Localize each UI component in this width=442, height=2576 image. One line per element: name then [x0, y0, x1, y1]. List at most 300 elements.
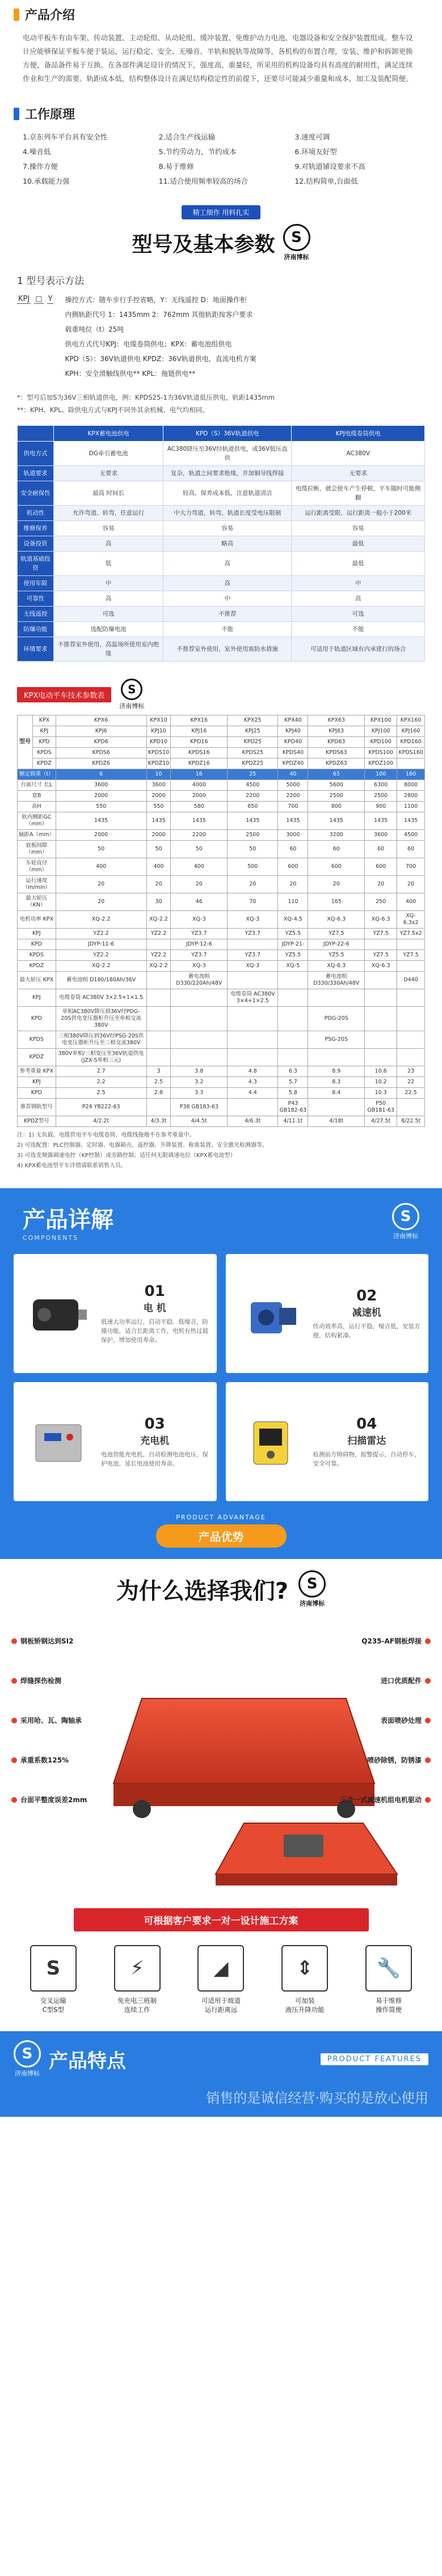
spec-cell — [171, 1049, 228, 1066]
spec-cell — [365, 1049, 397, 1066]
card-number: 03 — [144, 1415, 165, 1433]
compare-header-cell: KPD（S）36V轨道供电 — [163, 426, 292, 442]
feature-label-right — [340, 1795, 431, 1804]
compare-row — [18, 576, 425, 591]
model-note: *：型号后加S为36V三相轨道供电，例：KPDS25-1为36V轨道低压供电，轨距1435mm — [17, 393, 275, 401]
spec-cell: 2800 — [397, 791, 425, 802]
spec-row-head: KPJ — [18, 989, 56, 1007]
spec-type-label: 型号 — [18, 715, 33, 769]
spec-model-cell: KPX16 — [171, 715, 228, 726]
spec-cell: 6.3 — [278, 1066, 308, 1077]
spec-cell — [365, 972, 397, 989]
model-code: KPJ — [18, 295, 30, 303]
model-code: Y — [48, 295, 53, 303]
why-section — [0, 1559, 442, 2031]
feature-label-right — [381, 1715, 431, 1725]
spec-cell: 50 — [56, 841, 146, 858]
compare-cell: 电缆拉断，就会使车产生停顿，平车随时可能侧翻 — [292, 481, 425, 506]
spec-cell: 20 — [308, 876, 365, 893]
compare-cell: DG牵引蓄电池 — [54, 442, 163, 466]
spec-cell — [308, 1049, 365, 1066]
spec-cell: P24 YB222-63 — [56, 1099, 146, 1116]
spec-cell: JDYP-21- — [278, 939, 308, 950]
spec-cell: 60 — [397, 841, 425, 858]
spec-cell: 1435 — [397, 812, 425, 830]
spec-row — [18, 1066, 425, 1077]
card-name: 减速机 — [352, 1307, 381, 1319]
spec-cell: XQ-4.5 — [278, 911, 308, 929]
spec-cell — [278, 972, 308, 989]
compare-cell: 中大力弯道，转弯，轨道长度受电压限制 — [163, 506, 292, 521]
why-title-text: 为什么选择我们? — [116, 1578, 289, 1604]
spec-cell: 4500 — [228, 780, 278, 791]
compare-cell: 容易 — [163, 521, 292, 536]
model-notes — [0, 387, 442, 421]
compare-row — [18, 442, 425, 466]
spec-cell: 单相AC380V降压到36V经PDG-20S供电变压器柜升压至单相交流380V — [56, 1007, 146, 1031]
spec-cell: 20 — [278, 876, 308, 893]
spec-model-cell: KPD100 — [365, 737, 397, 748]
spec-model-cell: KPD63 — [308, 737, 365, 748]
brand-logo — [119, 679, 144, 710]
bullet-icon — [425, 1797, 431, 1803]
features-header — [0, 2031, 442, 2087]
spec-cell: 60 — [365, 841, 397, 858]
spec-row — [18, 939, 425, 950]
spec-cell: 蓄电池组 D330/220Ah/48V — [171, 972, 228, 989]
spec-cell — [397, 1007, 425, 1031]
principle-item: 8.易于维修 — [158, 162, 194, 171]
principle-list — [0, 128, 442, 200]
spec-cell: 4/27.5t — [365, 1116, 397, 1127]
logo-text: 济南博标 — [300, 1600, 325, 1607]
spec-row-head: KPDZ — [18, 1049, 56, 1066]
spec-model-cell: KPDZ6 — [56, 759, 146, 769]
compare-cell: 最低 — [292, 552, 425, 576]
model-codes — [17, 293, 53, 304]
compare-row-head: 无线遥控 — [18, 607, 54, 622]
spec-model-cell: KPDS16 — [171, 748, 228, 759]
spec-cell — [365, 989, 397, 1007]
bullet-icon — [425, 1718, 431, 1723]
compare-cell: 最低 — [292, 536, 425, 552]
card-desc: 低速大功率运行，启动平稳，低噪音，防撞功能，适合长距离工作，电机有热过载保护，增加使用寿命。 — [101, 1318, 208, 1344]
spec-cell: D440 — [397, 972, 425, 989]
spec-cell — [228, 939, 278, 950]
quality-pill: 精工细作 用料扎实 — [182, 205, 261, 219]
spec-row-head: 推荐钢轨型号 — [18, 1099, 56, 1116]
spec-cell: JDYP-22-6 — [308, 939, 365, 950]
spec-cell: YZ3.7 — [171, 950, 228, 961]
spec-row-head: KPJ — [18, 929, 56, 939]
spec-cell: 60 — [278, 841, 308, 858]
spec-cell: 380V单相/三相变压至36V轨道供电(JZX-S单相三元) — [56, 1049, 146, 1066]
spec-row — [18, 812, 425, 830]
principle-item: 12.结构简单,台面低 — [294, 177, 358, 185]
spec-cell: 46 — [171, 893, 228, 911]
compare-cell: 中 — [54, 576, 163, 591]
model-title-text: 型号及基本参数 — [132, 232, 275, 256]
feature-label-left — [11, 1676, 61, 1685]
spec-cell: 3000 — [278, 830, 308, 841]
details-subtitle: COMPONENTS — [23, 1234, 79, 1242]
model-title-block — [0, 200, 442, 267]
spec-cell: 30 — [146, 893, 171, 911]
spec-model-cell: KPJ40 — [278, 726, 308, 737]
feature-text: 进口优质配件 — [380, 1677, 422, 1685]
spec-model-cell: KPDS100 — [365, 748, 397, 759]
compare-cell: 中 — [292, 576, 425, 591]
intro-title: 产品介绍 — [25, 9, 75, 23]
brand-logo — [14, 2040, 41, 2078]
component-card — [14, 1254, 217, 1373]
spec-model-cell: KPJ6 — [56, 726, 146, 737]
compare-row — [18, 607, 425, 622]
model-representation — [0, 267, 442, 387]
spec-cell — [228, 1007, 278, 1031]
component-cards — [0, 1242, 442, 1507]
feature-icon-item — [263, 1945, 347, 2014]
spec-row-head: KPDZ型号 — [18, 1116, 56, 1127]
brand-logo — [392, 1203, 419, 1240]
spec-model-cell: KPJ63 — [308, 726, 365, 737]
feature-diagram — [0, 1613, 442, 1908]
spec-model-cell: KPX40 — [278, 715, 308, 726]
spec-cell: 2000 — [56, 791, 146, 802]
spec-cell: 3600 — [56, 780, 146, 791]
logo-icon: S — [392, 1203, 419, 1230]
bullet-icon — [11, 1757, 17, 1763]
spec-cell: 50 — [228, 841, 278, 858]
spec-cell — [397, 1049, 425, 1066]
spec-cell: YZ5.5 — [278, 929, 308, 939]
card-number: 04 — [356, 1415, 377, 1433]
spec-cell: XQ-3 — [228, 961, 278, 972]
spec-model-cell: KPDS160 — [397, 748, 425, 759]
card-desc: 检测前方障碍物，报警提示，自动停车，安全可靠。 — [313, 1451, 420, 1467]
spec-model-cell: KPDZ10 — [146, 759, 171, 769]
spec-cell — [397, 1031, 425, 1049]
spec-cell: 2.5 — [56, 1088, 146, 1099]
spec-model-cell: KPD10 — [146, 737, 171, 748]
spec-cell: 110 — [278, 893, 308, 911]
spec-cell: 400 — [397, 893, 425, 911]
spec-cell: YZ5.5 — [308, 950, 365, 961]
compare-row-head: 轨道要求 — [18, 466, 54, 481]
spec-cell: 8.3 — [308, 1077, 365, 1088]
spec-cell: 25 — [228, 769, 278, 780]
compare-cell: 选配防爆电池 — [54, 622, 163, 637]
compare-cell: 高 — [54, 591, 163, 607]
spec-cell: 3.3 — [171, 1088, 228, 1099]
spec-cell: XQ-2.2 — [56, 911, 146, 929]
feature-text: 承重系数125% — [20, 1756, 69, 1764]
spec-title: KPX电动平车技术参数表 — [17, 687, 111, 702]
spec-cell: XQ-2.2 — [56, 961, 146, 972]
compare-cell: 不推荐室外使用，室外使用需防水措施 — [163, 637, 292, 662]
spec-cell: 650 — [228, 802, 278, 812]
spec-cell: 5.7 — [278, 1077, 308, 1088]
spec-cell — [397, 989, 425, 1007]
spec-row-head: 台面尺寸 长L — [18, 780, 56, 791]
spec-cell: 2200 — [278, 791, 308, 802]
feature-icons — [0, 1931, 442, 2026]
heading-bar — [14, 9, 19, 21]
compare-cell: 容易 — [54, 521, 163, 536]
compare-cell: AC380降压至36V经轨道供电，或36V低压直供 — [163, 442, 292, 466]
model-code: □ — [35, 295, 43, 303]
compare-table — [17, 425, 425, 662]
compare-header-cell — [18, 426, 54, 442]
feature-label-left — [11, 1755, 69, 1765]
compare-header-cell: KPJ电缆卷筒供电 — [292, 426, 425, 442]
bullet-icon — [425, 1678, 431, 1684]
spec-cell: 22 — [397, 1077, 425, 1088]
spec-cell: 1435 — [146, 812, 171, 830]
reducer-icon — [234, 1274, 308, 1353]
compare-cell: 高 — [54, 536, 163, 552]
spec-cell: 700 — [278, 802, 308, 812]
feature-icon-label: 可加装 液压升降功能 — [285, 1997, 325, 2014]
principle-item: 7.操作方便 — [23, 162, 58, 171]
spec-cell: 2200 — [228, 791, 278, 802]
spec-row — [18, 911, 425, 929]
spec-row — [18, 876, 425, 893]
spec-row-head: 运行速度（m/min） — [18, 876, 56, 893]
spec-cell: 8.9 — [308, 1066, 365, 1077]
spec-cell: 2.7 — [56, 1066, 146, 1077]
compare-cell: 最高 时间长 — [54, 481, 163, 506]
spec-cell — [308, 1099, 365, 1116]
spec-row — [18, 780, 425, 791]
spec-footnote: 2) 可选配置：PLC控制器、定时器、电器箱壳、遥控器、升降装置、称重装置、安全激光检测器等。 — [17, 1142, 268, 1149]
spec-model-cell: KPDZ25 — [228, 759, 278, 769]
spec-cell: 2000 — [171, 791, 228, 802]
spec-cell: 4/4.5t — [171, 1116, 228, 1127]
spec-row-head: 最大轮压 KPX — [18, 972, 56, 989]
bullet-icon — [11, 1718, 17, 1723]
card-desc: 电池智能充电机，自动检测电池电压，保护电池，延长电池使用寿命。 — [101, 1451, 208, 1467]
spec-cell: 20 — [365, 876, 397, 893]
spec-cell: 电缆卷筒 AC380V 3×2.5+1×1.5 — [56, 989, 146, 1007]
spec-cell: 3.8 — [171, 1066, 228, 1077]
spec-cell: YZ3.7 — [228, 929, 278, 939]
compare-row-head: 供电方式 — [18, 442, 54, 466]
features-tag: PRODUCT FEATURES — [321, 2053, 428, 2065]
spec-model-cell: KPD40 — [278, 737, 308, 748]
model-note: **：KPH、KPL、除供电方式与KPJ不同外其余机械、电气均相同。 — [17, 406, 209, 414]
why-title — [0, 1570, 442, 1608]
model-line: KPD（S）：36V轨道供电 KPDZ：36V轨道供电，直流电机方案 — [65, 355, 256, 363]
feature-text: 台面平整度误差2mm — [20, 1796, 87, 1804]
feature-label-right — [367, 1755, 431, 1765]
spec-cell: XQ-3 — [171, 911, 228, 929]
spec-cell: 600 — [278, 858, 308, 876]
spec-cell: 2000 — [56, 830, 146, 841]
bullet-icon — [11, 1678, 17, 1684]
spec-cell: 20 — [171, 876, 228, 893]
spec-model-cell: KPX63 — [308, 715, 365, 726]
feature-text: 喷砂除锈，防锈漆 — [367, 1756, 422, 1764]
spec-model-row — [18, 715, 425, 726]
spec-cell: 4/11.1t — [278, 1116, 308, 1127]
spec-model-cell: KPX160 — [397, 715, 425, 726]
spec-cell: 4.8 — [228, 1066, 278, 1077]
spec-cell: YZ7.5 — [308, 929, 365, 939]
compare-header-cell: KPX蓄电池供电 — [54, 426, 163, 442]
spec-model-cell: KPX10 — [146, 715, 171, 726]
spec-model-cell: KPJ100 — [365, 726, 397, 737]
feature-label-right — [361, 1636, 431, 1646]
spec-cell: 三相380V降压到36V经PSG-20S供电变压器柜升压至三相交流380V — [56, 1031, 146, 1049]
spec-row-head: 额定载重（t） — [18, 769, 56, 780]
charger-icon — [22, 1402, 95, 1481]
brand-logo — [283, 224, 310, 261]
spec-cell: 1435 — [228, 812, 278, 830]
feature-text: 表面喷砂处理 — [380, 1717, 422, 1725]
compare-row-head: 可靠性 — [18, 591, 54, 607]
spec-cell: 4/3.3t — [146, 1116, 171, 1127]
feature-icon-label: 免充电三班制 连续工作 — [117, 1997, 157, 2014]
advantage-pill: 产品优势 — [156, 1524, 287, 1548]
spec-cell: 2200 — [171, 830, 228, 841]
spec-cell: 10 — [146, 769, 171, 780]
spec-cell: 250 — [365, 893, 397, 911]
spec-cell — [365, 939, 397, 950]
spec-cell: 1435 — [171, 812, 228, 830]
spec-cell: 550 — [56, 802, 146, 812]
wrench-icon: 🔧 — [365, 1945, 412, 1992]
feature-text: Q235-AF钢板焊接 — [361, 1637, 422, 1645]
logo-icon: S — [283, 224, 310, 251]
lift-icon: ⇕ — [281, 1945, 328, 1992]
spec-cell: 600 — [365, 858, 397, 876]
compare-row-head: 机动性 — [18, 506, 54, 521]
compare-cell: 中 — [163, 591, 292, 607]
spec-title-row — [17, 679, 425, 710]
spec-model-cell: KPDS6 — [56, 748, 146, 759]
spec-cell: 8.4 — [308, 1088, 365, 1099]
spec-row — [18, 1049, 425, 1066]
spec-cell: XQ-6.3 — [308, 911, 365, 929]
compare-row — [18, 536, 425, 552]
spec-model-cell: KPDS63 — [308, 748, 365, 759]
compare-row-head: 设备投资 — [18, 536, 54, 552]
spec-row — [18, 989, 425, 1007]
spec-row-head: KPD — [18, 1088, 56, 1099]
logo-icon: S — [121, 679, 142, 700]
spec-cell: 4500 — [397, 830, 425, 841]
spec-cell: YZ7.5 — [397, 950, 425, 961]
compare-cell: 可适用于轨道区域有内承建行的场合 — [292, 637, 425, 662]
spec-cell: 8000 — [397, 780, 425, 791]
compare-row — [18, 591, 425, 607]
compare-cell: 高 — [292, 591, 425, 607]
compare-cell: 无要求 — [54, 466, 163, 481]
spec-row — [18, 1077, 425, 1088]
spec-cell — [146, 1031, 171, 1049]
spec-cell: 50 — [171, 841, 228, 858]
spec-row-head: KPDZ — [18, 961, 56, 972]
compare-row — [18, 521, 425, 536]
spec-cell — [146, 972, 171, 989]
spec-row — [18, 769, 425, 780]
spec-cell: 2000 — [146, 830, 171, 841]
spec-model-cell: KPD16 — [171, 737, 228, 748]
details-header — [0, 1202, 442, 1242]
card-name: 扫描雷达 — [347, 1435, 386, 1447]
spec-model-cell: KPX25 — [228, 715, 278, 726]
compare-row-head: 环境要求 — [18, 637, 54, 662]
spec-row — [18, 802, 425, 812]
spec-cell: 1435 — [278, 812, 308, 830]
spec-row — [18, 1116, 425, 1127]
spec-cell: PSG-20S — [308, 1031, 365, 1049]
spec-model-cell: KPDS — [33, 748, 56, 759]
spec-cell — [365, 1007, 397, 1031]
compare-row — [18, 637, 425, 662]
spec-cell: 40 — [278, 769, 308, 780]
spec-cell: 1435 — [308, 812, 365, 830]
spec-cell: 2.5 — [146, 1077, 171, 1088]
spec-cell: YZ2.2 — [146, 950, 171, 961]
spec-cell: 5000 — [278, 780, 308, 791]
spec-cell: 3.2 — [171, 1077, 228, 1088]
logo-text: 济南博标 — [15, 2070, 40, 2077]
spec-cell: 蓄电池组 D330/330Ah/48V — [308, 972, 365, 989]
spec-cell: 160 — [397, 769, 425, 780]
compare-row-head: 安全耐保性 — [18, 481, 54, 506]
spec-cell: YZ2.2 — [146, 929, 171, 939]
details-title: 产品详解 — [23, 1207, 113, 1233]
spec-model-cell: KPX100 — [365, 715, 397, 726]
spec-cell — [308, 989, 365, 1007]
spec-cell: XQ-6.3 — [365, 961, 397, 972]
spec-cell: P38 GB183-63 — [171, 1099, 228, 1116]
compare-row — [18, 466, 425, 481]
spec-cell: 550 — [146, 802, 171, 812]
spec-cell: 5.8 — [278, 1088, 308, 1099]
spec-cell: 4000 — [171, 780, 228, 791]
spec-cell: P43 GB182-63 — [278, 1099, 308, 1116]
spec-row-head: 最大轮压（KN） — [18, 893, 56, 911]
compare-cell: 可选 — [292, 607, 425, 622]
spec-cell: 700 — [397, 858, 425, 876]
feature-icon-label: 可适用于坡道 运行距离远 — [201, 1997, 241, 2014]
spec-model-cell: KPD160 — [397, 737, 425, 748]
bullet-icon — [425, 1638, 431, 1644]
spec-cell: 1435 — [56, 812, 146, 830]
spec-cell — [397, 939, 425, 950]
compare-cell: 略高 — [163, 536, 292, 552]
spec-cell: 500 — [228, 858, 278, 876]
spec-cell: 3600 — [146, 780, 171, 791]
spec-cell — [365, 1031, 397, 1049]
feature-icon-item — [347, 1945, 431, 2014]
spec-model-cell — [397, 759, 425, 769]
principle-item: 1.京东列车平台具有安全性 — [23, 133, 108, 141]
compare-cell: AC380V — [292, 442, 425, 466]
bullet-icon — [425, 1757, 431, 1763]
principle-title: 工作原理 — [25, 108, 75, 122]
compare-cell: 低 — [54, 552, 163, 576]
spec-row — [18, 841, 425, 858]
spec-cell: YZ7.5 — [365, 950, 397, 961]
spec-cell — [278, 1007, 308, 1031]
spec-footnote: 3) 可选变频器调速电控（KP控制）或旁路控制；适任何无限调速电位（KPX蓄电池型） — [17, 1153, 236, 1159]
spec-cell: 10.6 — [365, 1066, 397, 1077]
compare-row-head: 使用年限 — [18, 576, 54, 591]
